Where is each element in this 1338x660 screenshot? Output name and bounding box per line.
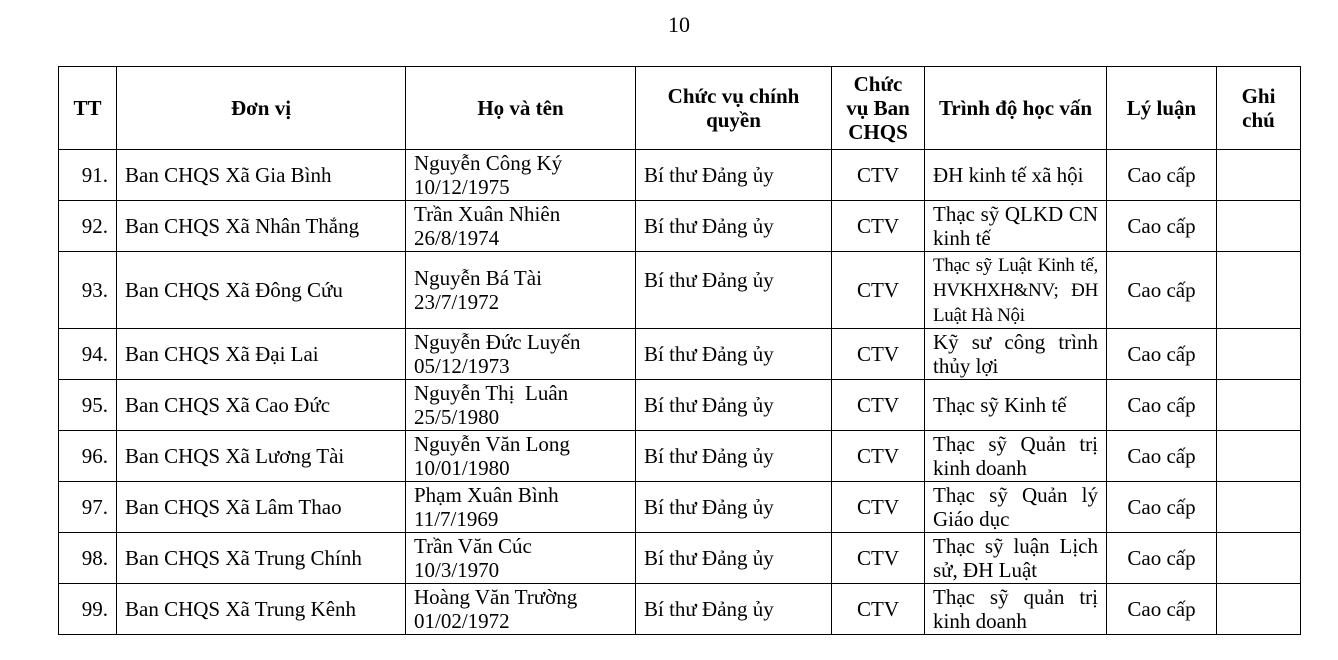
education: Thạc sỹ Quản lý Giáo dục <box>925 482 1107 533</box>
person-cell <box>406 252 636 329</box>
person-cell <box>406 584 636 635</box>
table-body <box>59 150 1301 635</box>
person-dob: 10/12/1975 <box>414 175 510 199</box>
person-name: Hoàng Văn Trường <box>414 585 578 609</box>
theory-level: Cao cấp <box>1107 482 1217 533</box>
unit-name: Ban CHQS Xã Đại Lai <box>117 329 406 380</box>
header-gov-position: Chức vụ chính quyền <box>636 67 832 150</box>
education: Thạc sỹ Quản trị kinh doanh <box>925 431 1107 482</box>
gov-position: Bí thư Đảng ủy <box>636 150 832 201</box>
table-row <box>59 584 1301 635</box>
education: Thạc sỹ luận Lịch sử, ĐH Luật <box>925 533 1107 584</box>
table-row <box>59 533 1301 584</box>
theory-level: Cao cấp <box>1107 329 1217 380</box>
row-number: 93. <box>59 252 117 329</box>
unit-name: Ban CHQS Xã Trung Kênh <box>117 584 406 635</box>
row-number: 92. <box>59 201 117 252</box>
gov-position: Bí thư Đảng ủy <box>636 252 832 329</box>
header-chqs-role: Chức vụ Ban CHQS <box>832 67 925 150</box>
education: Thạc sỹ QLKD CN kinh tế <box>925 201 1107 252</box>
officials-table <box>58 66 1301 635</box>
header-tt: TT <box>59 67 117 150</box>
row-number: 99. <box>59 584 117 635</box>
chqs-role: CTV <box>832 533 925 584</box>
unit-name: Ban CHQS Xã Trung Chính <box>117 533 406 584</box>
note <box>1217 380 1301 431</box>
person-cell <box>406 533 636 584</box>
row-number: 94. <box>59 329 117 380</box>
table-row <box>59 380 1301 431</box>
note <box>1217 329 1301 380</box>
gov-position: Bí thư Đảng ủy <box>636 329 832 380</box>
note <box>1217 533 1301 584</box>
gov-position: Bí thư Đảng ủy <box>636 533 832 584</box>
note <box>1217 482 1301 533</box>
table-row <box>59 431 1301 482</box>
person-cell <box>406 329 636 380</box>
gov-position: Bí thư Đảng ủy <box>636 380 832 431</box>
table-row <box>59 329 1301 380</box>
table-row <box>59 482 1301 533</box>
person-cell <box>406 431 636 482</box>
person-name: Phạm Xuân Bình <box>414 483 559 507</box>
theory-level: Cao cấp <box>1107 201 1217 252</box>
education: Thạc sỹ Kinh tế <box>925 380 1107 431</box>
person-name: Trần Xuân Nhiên <box>414 202 561 226</box>
chqs-role: CTV <box>832 584 925 635</box>
note <box>1217 584 1301 635</box>
chqs-role: CTV <box>832 329 925 380</box>
chqs-role: CTV <box>832 252 925 329</box>
chqs-role: CTV <box>832 482 925 533</box>
table-header <box>59 67 1301 150</box>
person-dob: 05/12/1973 <box>414 354 510 378</box>
table-row <box>59 252 1301 329</box>
person-dob: 25/5/1980 <box>414 405 500 429</box>
row-number: 97. <box>59 482 117 533</box>
theory-level: Cao cấp <box>1107 252 1217 329</box>
person-dob: 10/01/1980 <box>414 456 510 480</box>
person-cell <box>406 201 636 252</box>
chqs-role: CTV <box>832 431 925 482</box>
note <box>1217 252 1301 329</box>
person-cell <box>406 380 636 431</box>
page-number: 10 <box>668 12 690 37</box>
education: ĐH kinh tế xã hội <box>925 150 1107 201</box>
unit-name: Ban CHQS Xã Cao Đức <box>117 380 406 431</box>
person-name: Nguyễn Công Ký <box>414 151 563 175</box>
person-dob: 10/3/1970 <box>414 558 500 582</box>
row-number: 95. <box>59 380 117 431</box>
unit-name: Ban CHQS Xã Nhân Thắng <box>117 201 406 252</box>
person-dob: 01/02/1972 <box>414 609 510 633</box>
education: Kỹ sư công trình thủy lợi <box>925 329 1107 380</box>
person-cell <box>406 150 636 201</box>
chqs-role: CTV <box>832 201 925 252</box>
table-row <box>59 201 1301 252</box>
chqs-role: CTV <box>832 150 925 201</box>
row-number: 98. <box>59 533 117 584</box>
education: Thạc sỹ quản trị kinh doanh <box>925 584 1107 635</box>
person-cell <box>406 482 636 533</box>
gov-position: Bí thư Đảng ủy <box>636 431 832 482</box>
theory-level: Cao cấp <box>1107 533 1217 584</box>
header-note: Ghi chú <box>1217 67 1301 150</box>
table-row <box>59 150 1301 201</box>
person-dob: 23/7/1972 <box>414 290 500 314</box>
gov-position: Bí thư Đảng ủy <box>636 201 832 252</box>
row-number: 96. <box>59 431 117 482</box>
person-name: Nguyễn Đức Luyến <box>414 330 581 354</box>
header-education: Trình độ học vấn <box>925 67 1107 150</box>
unit-name: Ban CHQS Xã Gia Bình <box>117 150 406 201</box>
person-name: Nguyễn Thị Luân <box>414 381 569 405</box>
note <box>1217 150 1301 201</box>
theory-level: Cao cấp <box>1107 584 1217 635</box>
person-name: Nguyễn Văn Long <box>414 432 570 456</box>
header-name: Họ và tên <box>406 67 636 150</box>
person-dob: 11/7/1969 <box>414 507 499 531</box>
header-theory: Lý luận <box>1107 67 1217 150</box>
unit-name: Ban CHQS Xã Lâm Thao <box>117 482 406 533</box>
chqs-role: CTV <box>832 380 925 431</box>
header-unit: Đơn vị <box>117 67 406 150</box>
education: Thạc sỹ Luật Kinh tế, HVKHXH&NV; ĐH Luật Hà Nội <box>925 252 1107 329</box>
person-name: Trần Văn Cúc <box>414 534 532 558</box>
unit-name: Ban CHQS Xã Lương Tài <box>117 431 406 482</box>
note <box>1217 431 1301 482</box>
row-number: 91. <box>59 150 117 201</box>
theory-level: Cao cấp <box>1107 431 1217 482</box>
unit-name: Ban CHQS Xã Đông Cứu <box>117 252 406 329</box>
person-dob: 26/8/1974 <box>414 226 500 250</box>
theory-level: Cao cấp <box>1107 380 1217 431</box>
person-name: Nguyễn Bá Tài <box>414 266 542 290</box>
theory-level: Cao cấp <box>1107 150 1217 201</box>
gov-position: Bí thư Đảng ủy <box>636 482 832 533</box>
note <box>1217 201 1301 252</box>
gov-position: Bí thư Đảng ủy <box>636 584 832 635</box>
